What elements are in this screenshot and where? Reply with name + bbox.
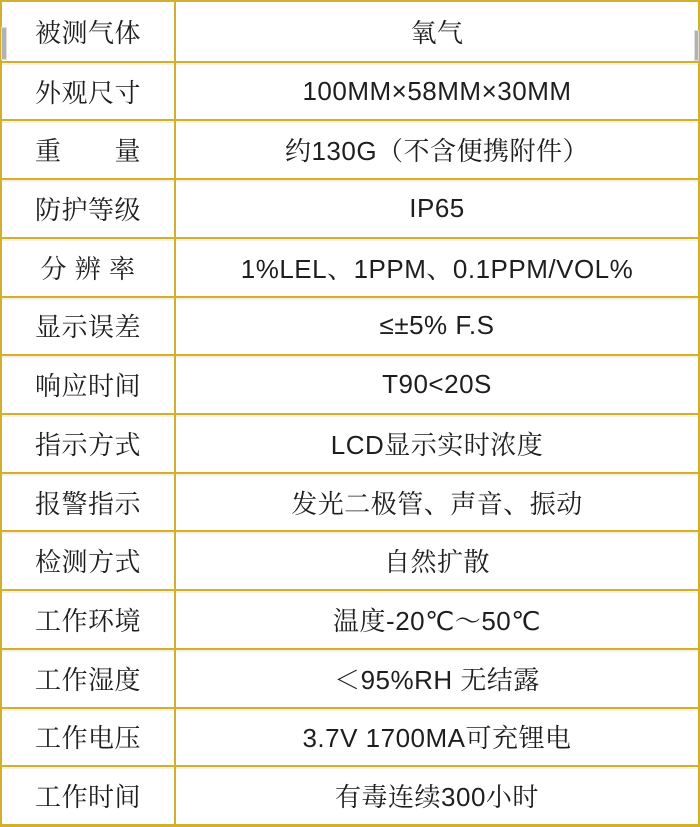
table-row <box>2 648 698 707</box>
spec-label: 分 辨 率 <box>2 239 176 296</box>
spec-value: ≤±5% F.S <box>379 310 495 341</box>
spec-value: 1%LEL、1PPM、0.1PPM/VOL% <box>240 253 634 284</box>
spec-value: 温度-20℃～50℃ <box>333 605 541 636</box>
spec-value: 发光二极管、声音、振动 <box>291 488 583 519</box>
spec-label: 被测气体 <box>2 2 176 61</box>
table-row <box>2 413 698 472</box>
spec-label: 工作湿度 <box>2 650 176 707</box>
spec-label: 显示误差 <box>2 298 176 355</box>
spec-label: 重 量 <box>2 121 176 178</box>
spec-label: 指示方式 <box>2 415 176 472</box>
spec-value: IP65 <box>409 192 465 223</box>
spec-label: 防护等级 <box>2 180 176 237</box>
table-row <box>2 178 698 237</box>
spec-label: 工作环境 <box>2 591 176 648</box>
spec-value: 有毒连续300小时 <box>335 782 539 813</box>
spec-value: 100MM×58MM×30MM <box>302 75 572 106</box>
table-row <box>2 296 698 355</box>
spec-value: T90<20S <box>382 369 492 400</box>
screen-edge-artifact-left <box>2 28 6 59</box>
table-row <box>2 765 698 824</box>
spec-label: 报警指示 <box>2 474 176 531</box>
table-row <box>2 530 698 589</box>
table-row <box>2 2 698 61</box>
spec-value: ＜95%RH 无结露 <box>334 664 540 695</box>
spec-label: 检测方式 <box>2 532 176 589</box>
spec-label: 工作电压 <box>2 709 176 766</box>
table-row <box>2 61 698 120</box>
spec-label: 工作时间 <box>2 767 176 824</box>
spec-value: 自然扩散 <box>383 547 490 578</box>
table-row <box>2 589 698 648</box>
spec-value: LCD显示实时浓度 <box>330 429 544 460</box>
table-row <box>2 707 698 766</box>
spec-value: 氧气 <box>410 17 464 48</box>
table-row <box>2 119 698 178</box>
table-row <box>2 354 698 413</box>
table-row <box>2 472 698 531</box>
spec-value: 3.7V 1700MA可充锂电 <box>302 723 572 754</box>
spec-label: 外观尺寸 <box>2 63 176 120</box>
spec-value: 约130G（不含便携附件） <box>284 136 590 167</box>
table-row <box>2 237 698 296</box>
spec-label: 响应时间 <box>2 356 176 413</box>
screen-edge-artifact-right <box>695 31 698 60</box>
